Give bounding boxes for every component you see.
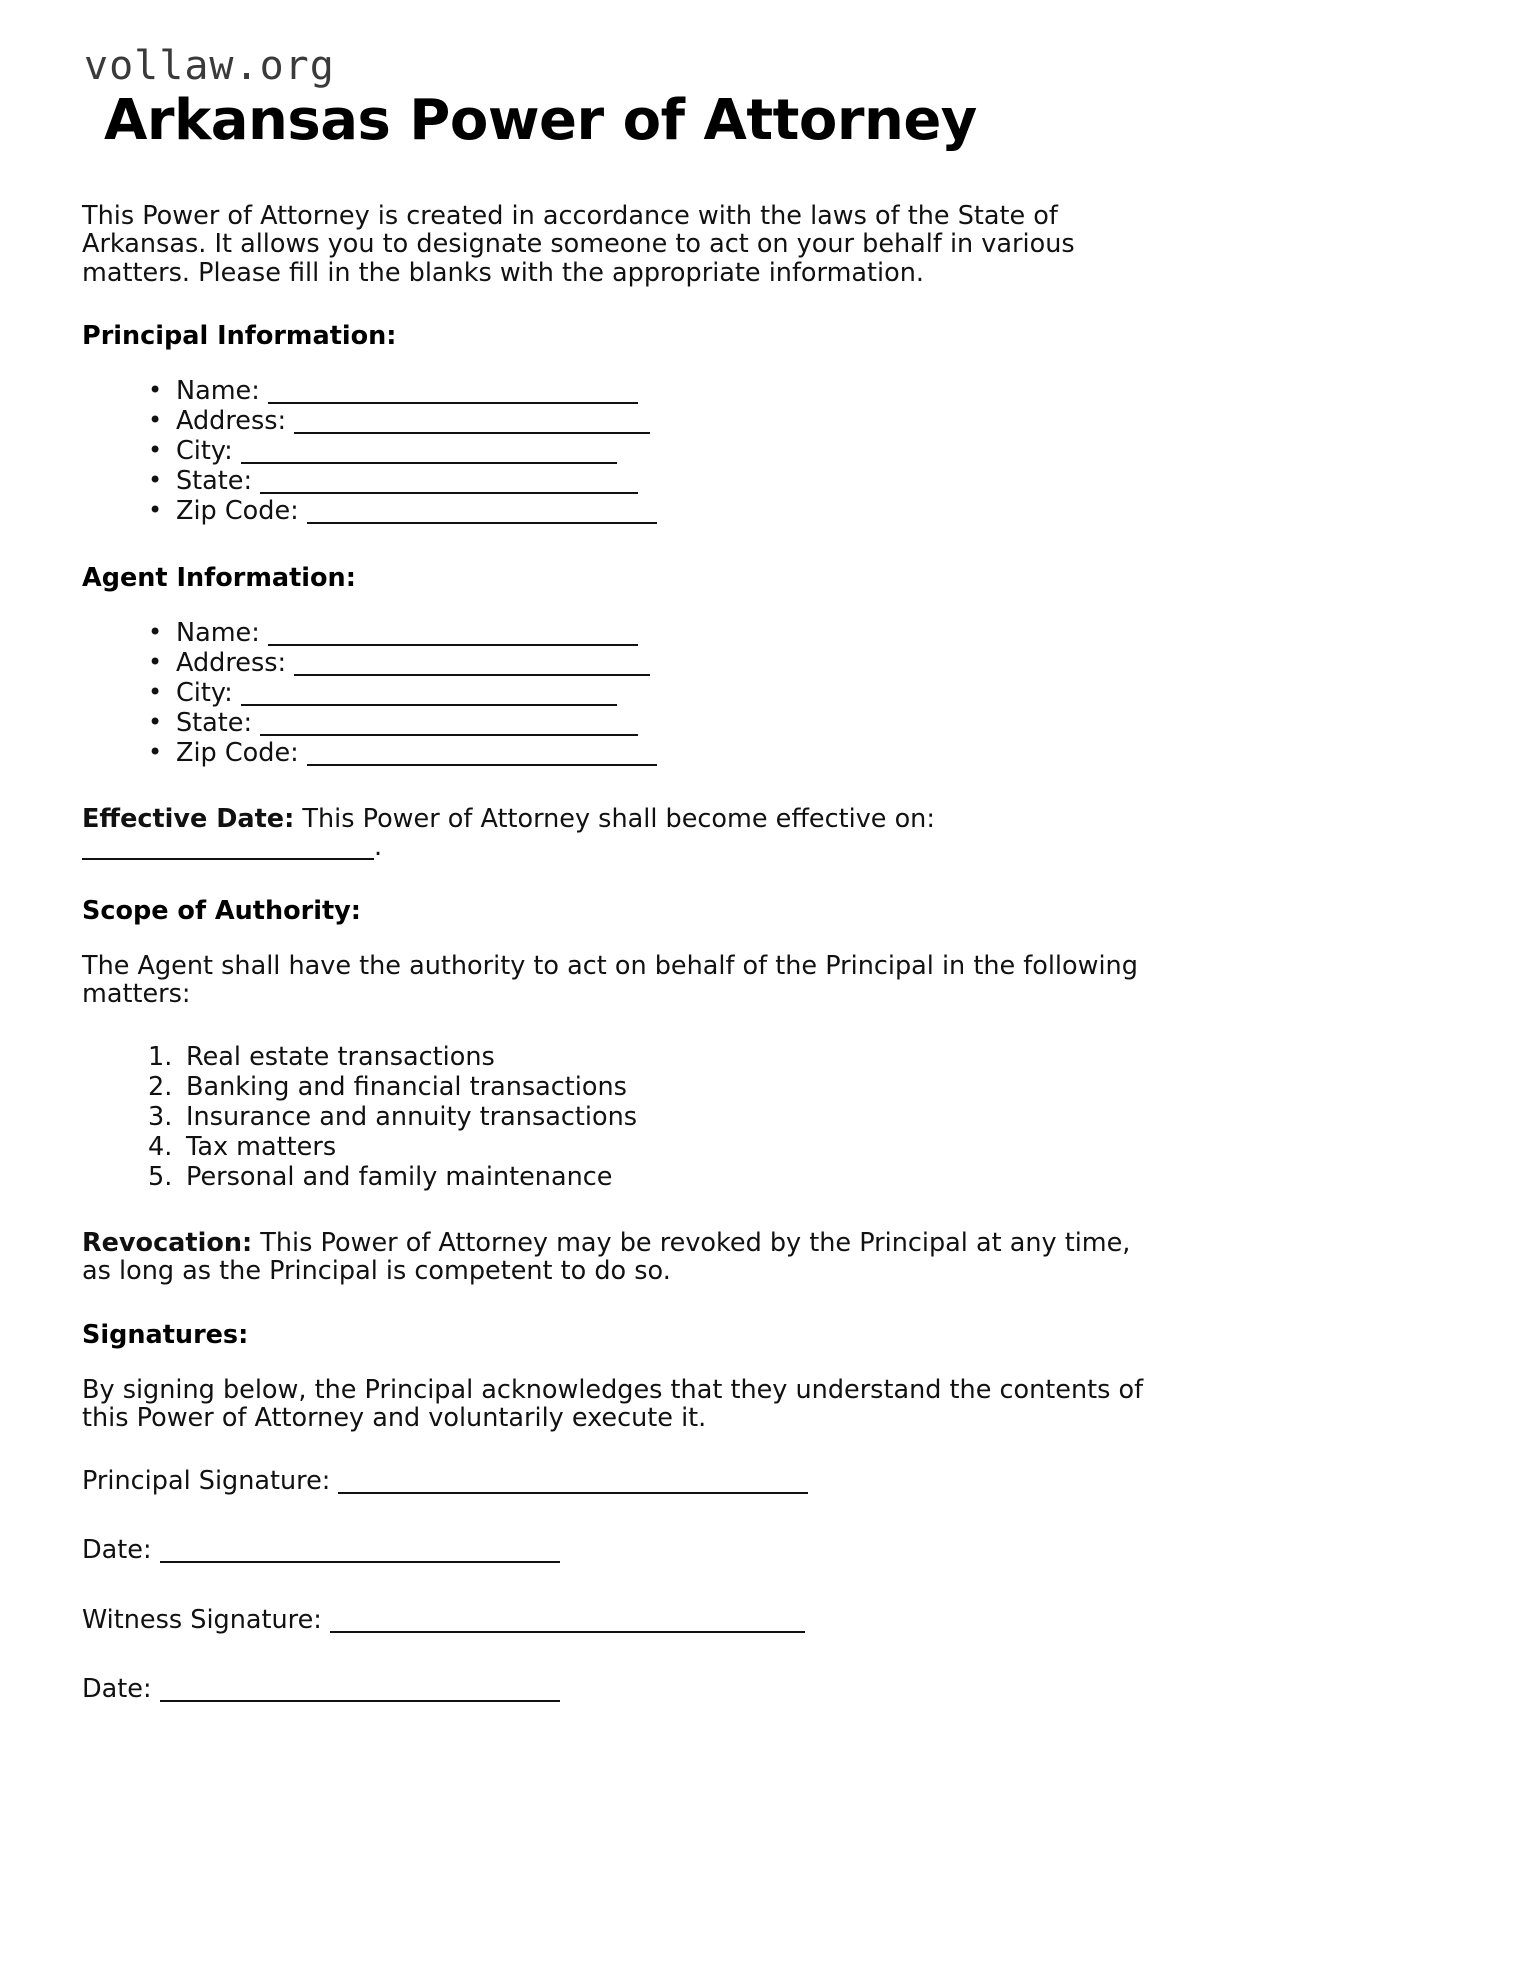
list-item <box>142 679 1422 709</box>
list-item: Banking and financial transactions <box>186 1071 627 1102</box>
list-item <box>142 497 1422 527</box>
effective-date-blank[interactable] <box>82 838 374 860</box>
agent-field-label: State: <box>176 707 261 738</box>
effective-date-label: Effective Date: <box>82 803 295 834</box>
revocation-text: This Power of Attorney may be revoked by the Principal at any time, as long as the Principal is competent to do so. <box>82 1227 1131 1287</box>
agent-field-label: City: <box>176 677 241 708</box>
scope-intro-paragraph: The Agent shall have the authority to act on behalf of the Principal in the following matters: <box>82 950 1138 1010</box>
list-item <box>142 377 1422 407</box>
list-item: Real estate transactions <box>186 1041 495 1072</box>
principal-field-blank[interactable] <box>307 502 657 524</box>
agent-information-heading: Agent Information: <box>82 563 356 593</box>
signature-line-label: Witness Signature: <box>82 1604 330 1635</box>
scope-of-authority-heading: Scope of Authority: <box>82 895 361 926</box>
principal-field-label: State: <box>176 466 261 497</box>
list-item: Personal and family maintenance <box>186 1161 613 1192</box>
principal-field-blank[interactable] <box>294 412 650 434</box>
signature-line <box>82 1606 1422 1635</box>
agent-field-label: Address: <box>176 647 295 678</box>
list-item <box>142 437 1422 467</box>
effective-date-trailing: . <box>374 832 383 863</box>
signature-line-blank[interactable] <box>330 1611 805 1633</box>
principal-field-blank[interactable] <box>241 442 617 464</box>
principal-field-blank[interactable] <box>268 382 638 404</box>
list-item: Insurance and annuity transactions <box>186 1101 638 1132</box>
list-item <box>142 739 1422 769</box>
signature-statement: By signing below, the Principal acknowledges that they understand the contents of this Power of Attorney and voluntarily execute it. <box>82 1374 1144 1434</box>
signature-lines-group <box>82 1467 1422 1704</box>
list-item <box>142 709 1422 739</box>
signature-line-blank[interactable] <box>160 1541 560 1563</box>
agent-field-label: Name: <box>176 618 268 648</box>
signatures-heading: Signatures: <box>82 1319 249 1350</box>
signature-line <box>82 1467 1422 1496</box>
signature-line-blank[interactable] <box>160 1680 560 1702</box>
signature-line-label: Principal Signature: <box>82 1465 339 1496</box>
principal-field-label: Address: <box>176 406 295 437</box>
list-item <box>142 619 1422 649</box>
signature-line-blank[interactable] <box>338 1472 808 1494</box>
list-item: Tax matters <box>186 1131 337 1162</box>
principal-field-label: Name: <box>176 376 268 407</box>
list-item <box>142 467 1422 497</box>
agent-field-blank[interactable] <box>260 714 638 736</box>
effective-date-line <box>82 805 1157 862</box>
list-item <box>142 407 1422 437</box>
agent-field-blank[interactable] <box>241 684 617 706</box>
revocation-label: Revocation: <box>82 1227 253 1258</box>
principal-field-blank[interactable] <box>260 472 638 494</box>
site-brand-logo: vollaw.org <box>84 43 335 89</box>
scope-items-list <box>82 1043 1422 1193</box>
list-item <box>142 649 1422 679</box>
agent-field-list <box>82 619 1422 769</box>
agent-field-blank[interactable] <box>294 654 650 676</box>
principal-information-heading: Principal Information: <box>82 321 397 352</box>
principal-field-list <box>82 377 1422 527</box>
signature-line-label: Date: <box>82 1673 160 1704</box>
agent-field-blank[interactable] <box>268 624 638 646</box>
principal-field-label: City: <box>176 436 241 467</box>
signature-line-label: Date: <box>82 1535 160 1566</box>
agent-field-blank[interactable] <box>307 744 657 766</box>
signature-line <box>82 1675 1422 1704</box>
signature-line <box>82 1536 1422 1565</box>
effective-date-text: This Power of Attorney shall become effective on: <box>294 803 935 834</box>
agent-field-label: Zip Code: <box>176 737 307 768</box>
principal-field-label: Zip Code: <box>176 496 307 527</box>
revocation-paragraph <box>82 1229 1157 1286</box>
intro-paragraph: This Power of Attorney is created in accordance with the laws of the State of Arkansas. It allows you to designate someone to act on your behalf in various matters. Please fill in the blanks with the appropriate information. <box>82 200 1075 288</box>
page-title: Arkansas Power of Attorney <box>104 88 977 153</box>
